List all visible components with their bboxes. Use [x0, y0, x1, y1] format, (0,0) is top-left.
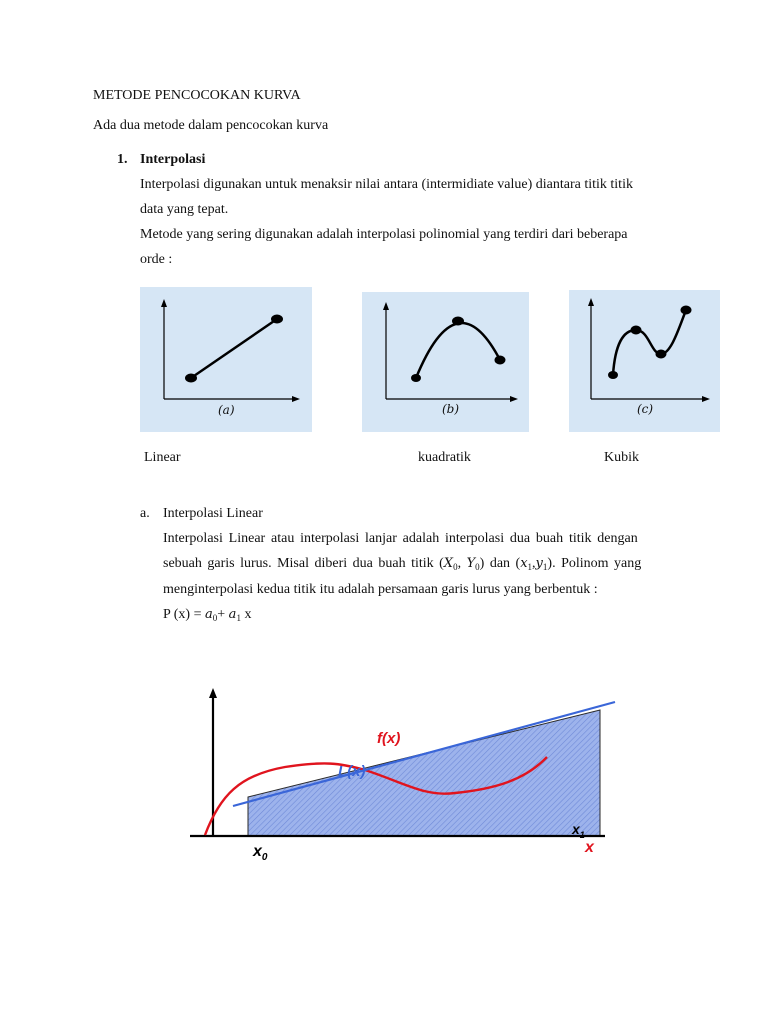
data-point	[411, 374, 421, 382]
math-x1: x	[520, 556, 528, 571]
data-point	[608, 371, 618, 379]
x0-label	[253, 843, 267, 863]
subsection-line-3: menginterpolasi kedua titik itu adalah persamaan garis lurus yang berbentuk :	[163, 582, 598, 597]
figure-linear-panel	[140, 287, 312, 432]
line2-text-start: sebuah garis lurus. Misal diberi dua buah titik (	[163, 556, 444, 571]
math-comma: ,	[532, 556, 536, 571]
data-point	[631, 326, 642, 335]
math-comma: ,	[457, 556, 467, 571]
x1-label	[572, 821, 585, 840]
paragraph-1-line-2: data yang tepat.	[140, 202, 229, 217]
caption-kubik: Kubik	[604, 450, 639, 465]
data-point	[656, 350, 667, 359]
interpolation-diagram	[185, 685, 625, 875]
x1-letter: x	[572, 821, 580, 837]
formula-plus: +	[217, 607, 229, 622]
math-sub: 0	[453, 562, 458, 572]
data-point	[681, 306, 692, 315]
page-title: METODE PENCOCOKAN KURVA	[93, 88, 301, 103]
paragraph-1-line-1: Interpolasi digunakan untuk menaksir nilai antara (intermidiate value) diantara titik titik	[140, 177, 633, 192]
line2-text-mid: ) dan (	[479, 556, 521, 571]
figure-c-label: (c)	[637, 402, 654, 416]
interpolation-diagram-svg	[185, 685, 625, 875]
math-y0: Y	[466, 556, 476, 571]
subsection-line-2	[163, 555, 641, 576]
figure-a-label: (a)	[218, 403, 235, 417]
math-x0: X	[443, 556, 454, 571]
x-axis-label: x	[585, 839, 594, 856]
math-sub: 1	[236, 613, 241, 623]
subsection-line-1: Interpolasi Linear atau interpolasi lanjar adalah interpolasi dua buah titik dengan	[163, 531, 638, 546]
x0-subscript: 0	[261, 852, 268, 863]
formula-lhs: P (x) =	[163, 607, 205, 622]
math-a0: a	[205, 607, 213, 622]
data-point	[452, 317, 464, 326]
intro-text: Ada dua metode dalam pencocokan kurva	[93, 118, 329, 133]
section-heading: Interpolasi	[140, 152, 206, 167]
data-point	[185, 374, 197, 383]
math-sub: 1	[542, 562, 548, 572]
math-a1: a	[228, 607, 237, 622]
figure-quadratic-panel	[362, 292, 529, 432]
figure-cubic-panel	[569, 290, 720, 432]
math-sub: 0	[212, 613, 218, 623]
area-under-line	[248, 710, 600, 836]
math-y1: y	[535, 556, 543, 571]
linear-curve	[191, 319, 277, 378]
quadratic-curve	[416, 323, 500, 378]
formula	[163, 606, 251, 627]
paragraph-2-line-2: orde :	[140, 252, 173, 267]
y-axis-arrow	[209, 688, 217, 698]
math-sub: 1	[527, 562, 533, 572]
data-point	[495, 356, 506, 365]
math-sub: 0	[475, 562, 480, 572]
subsection-letter: a.	[140, 506, 150, 521]
figure-b-label: (b)	[442, 402, 460, 416]
subsection-heading: Interpolasi Linear	[163, 506, 263, 521]
caption-kuadratik: kuadratik	[418, 450, 471, 465]
x0-letter: x	[253, 843, 262, 860]
line2-text-end: ). Polinom yang	[547, 556, 642, 571]
formula-x: x	[240, 607, 252, 622]
section-number: 1.	[117, 152, 128, 167]
data-point	[271, 315, 283, 324]
paragraph-2-line-1: Metode yang sering digunakan adalah interpolasi polinomial yang terdiri dari beberapa	[140, 227, 628, 242]
lx-label: L(x)	[338, 763, 366, 780]
x1-subscript: 1	[579, 830, 585, 840]
fx-label: f(x)	[377, 730, 401, 747]
cubic-curve	[613, 310, 686, 375]
caption-linear: Linear	[144, 450, 181, 465]
